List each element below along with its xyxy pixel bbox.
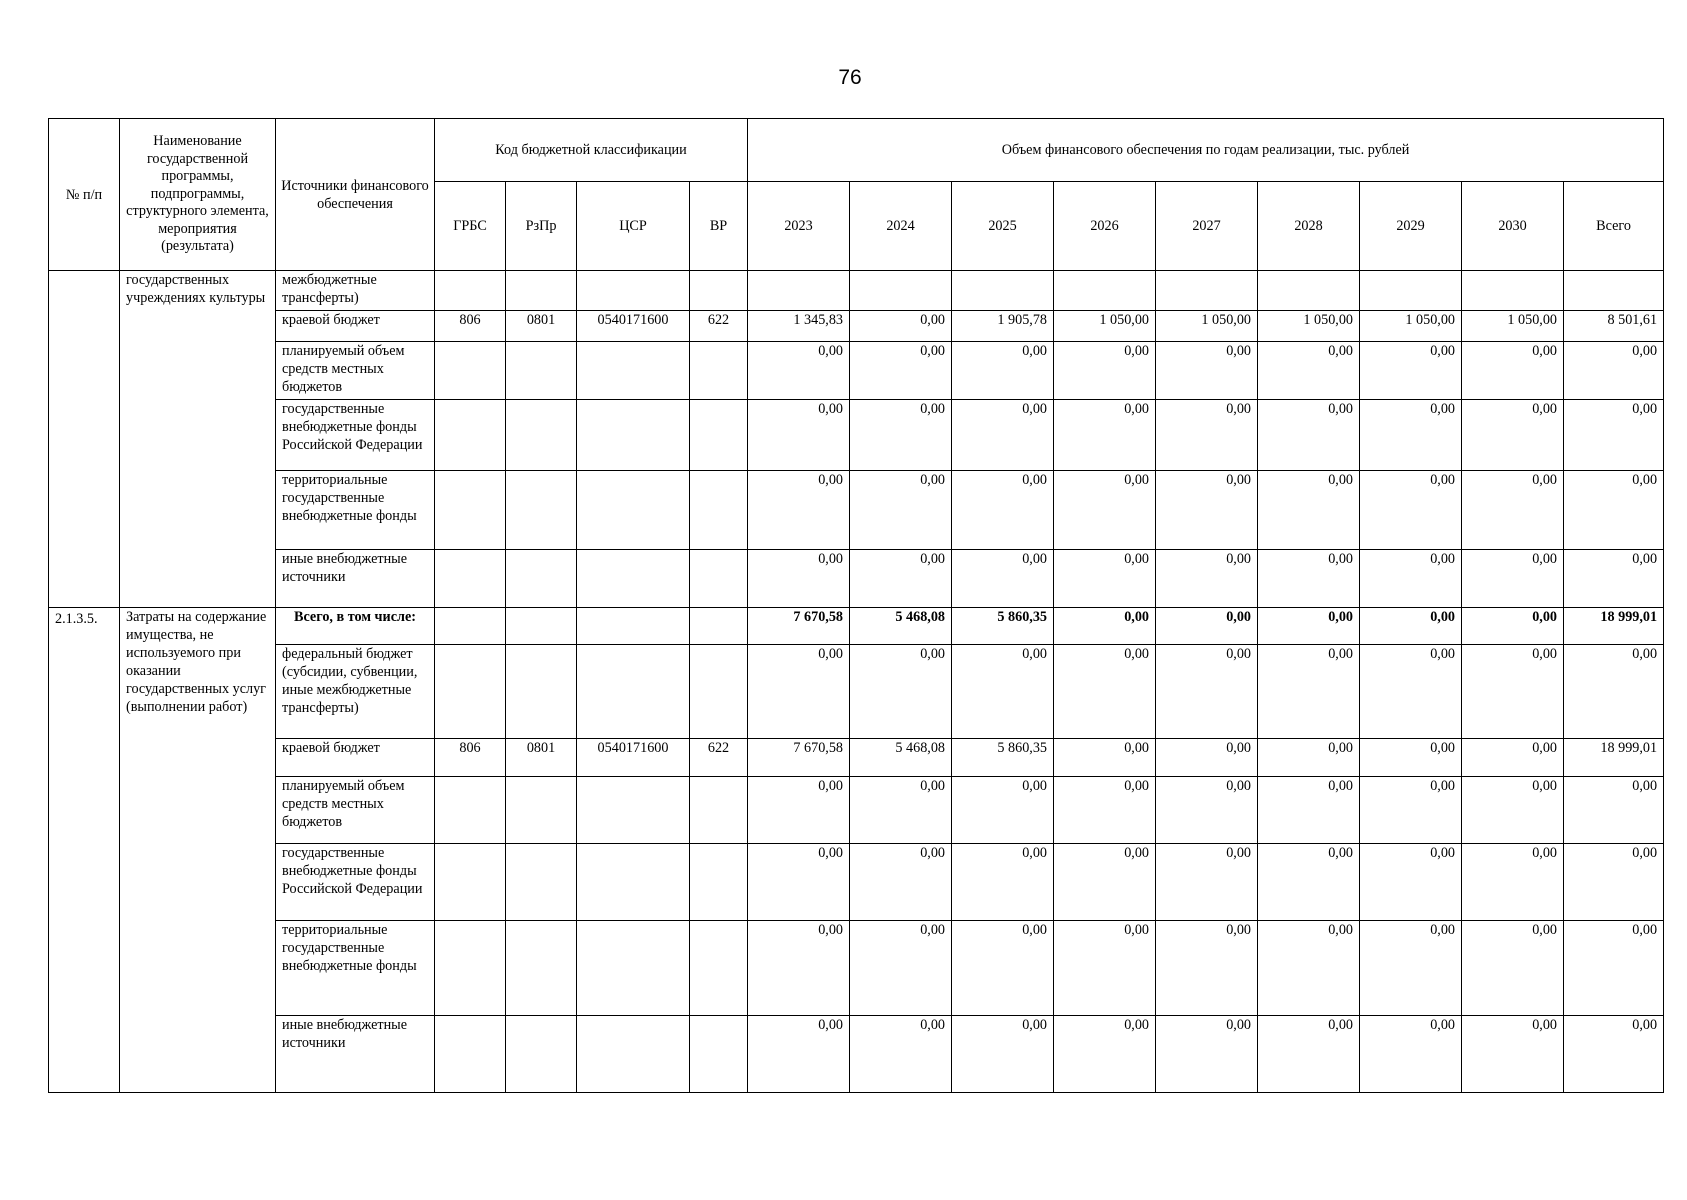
value-cell: 0,00 (1258, 844, 1360, 921)
value-cell: 0,00 (1564, 400, 1664, 471)
value-cell: 0,00 (1564, 844, 1664, 921)
code-cell (690, 550, 748, 608)
value-cell: 1 905,78 (952, 311, 1054, 342)
source-cell: краевой бюджет (276, 311, 435, 342)
value-cell: 0,00 (1360, 400, 1462, 471)
table-row (49, 311, 1664, 342)
value-cell: 0,00 (1054, 342, 1156, 400)
value-cell: 0,00 (1156, 844, 1258, 921)
code-cell (435, 1016, 506, 1093)
header-year-col: Всего (1564, 182, 1664, 271)
code-cell: 622 (690, 311, 748, 342)
value-cell: 0,00 (1156, 645, 1258, 739)
value-cell: 0,00 (1462, 777, 1564, 844)
value-cell: 0,00 (1156, 550, 1258, 608)
table-row (49, 550, 1664, 608)
code-cell (506, 844, 577, 921)
code-cell (435, 271, 506, 311)
header-year-col: 2023 (748, 182, 850, 271)
header-code-col: ЦСР (577, 182, 690, 271)
source-cell: территориальные государственные внебюджетные фонды (276, 471, 435, 550)
value-cell: 0,00 (850, 550, 952, 608)
value-cell: 0,00 (1564, 645, 1664, 739)
value-cell: 0,00 (1258, 1016, 1360, 1093)
value-cell: 0,00 (952, 844, 1054, 921)
value-cell: 0,00 (850, 645, 952, 739)
value-cell: 5 468,08 (850, 608, 952, 645)
header-year-col: 2024 (850, 182, 952, 271)
code-cell (577, 471, 690, 550)
source-cell: федеральный бюджет (субсидии, субвенции, иные межбюджетные трансферты) (276, 645, 435, 739)
value-cell: 0,00 (850, 400, 952, 471)
source-cell: государственные внебюджетные фонды Российской Федерации (276, 400, 435, 471)
item-name-cell: государственных учреждениях культуры (120, 271, 276, 608)
code-cell (577, 921, 690, 1016)
value-cell: 5 860,35 (952, 608, 1054, 645)
code-cell (577, 342, 690, 400)
value-cell: 0,00 (952, 1016, 1054, 1093)
value-cell: 0,00 (952, 645, 1054, 739)
value-cell (1462, 271, 1564, 311)
value-cell: 0,00 (1156, 471, 1258, 550)
table-row (49, 844, 1664, 921)
code-cell (435, 471, 506, 550)
code-cell (506, 645, 577, 739)
code-cell (690, 471, 748, 550)
value-cell: 0,00 (850, 921, 952, 1016)
value-cell: 0,00 (1462, 645, 1564, 739)
value-cell: 0,00 (850, 777, 952, 844)
value-cell: 0,00 (1054, 777, 1156, 844)
value-cell: 0,00 (850, 342, 952, 400)
code-cell (506, 400, 577, 471)
value-cell: 0,00 (1054, 471, 1156, 550)
value-cell: 0,00 (1258, 739, 1360, 777)
header-code-group: Код бюджетной классификации (435, 119, 748, 182)
code-cell: 806 (435, 739, 506, 777)
table-row (49, 739, 1664, 777)
value-cell (748, 271, 850, 311)
table-body (49, 271, 1664, 1093)
value-cell: 0,00 (850, 1016, 952, 1093)
value-cell: 0,00 (748, 471, 850, 550)
value-cell: 5 860,35 (952, 739, 1054, 777)
header-year-col: 2028 (1258, 182, 1360, 271)
code-cell: 0540171600 (577, 739, 690, 777)
value-cell: 0,00 (1360, 550, 1462, 608)
value-cell: 0,00 (1462, 342, 1564, 400)
code-cell (690, 777, 748, 844)
source-cell: иные внебюджетные источники (276, 1016, 435, 1093)
value-cell: 0,00 (1156, 608, 1258, 645)
value-cell: 0,00 (1360, 645, 1462, 739)
value-cell: 0,00 (1360, 739, 1462, 777)
source-cell: планируемый объем средств местных бюджетов (276, 777, 435, 844)
table-row (49, 400, 1664, 471)
value-cell: 8 501,61 (1564, 311, 1664, 342)
code-cell: 0801 (506, 739, 577, 777)
code-cell (577, 550, 690, 608)
value-cell: 0,00 (1258, 342, 1360, 400)
value-cell: 18 999,01 (1564, 739, 1664, 777)
code-cell (435, 921, 506, 1016)
value-cell: 0,00 (1054, 550, 1156, 608)
header-year-col: 2025 (952, 182, 1054, 271)
header-year-col: 2029 (1360, 182, 1462, 271)
table-row (49, 1016, 1664, 1093)
value-cell: 1 050,00 (1156, 311, 1258, 342)
value-cell: 0,00 (1258, 608, 1360, 645)
code-cell (690, 400, 748, 471)
code-cell (435, 342, 506, 400)
source-cell: территориальные государственные внебюджетные фонды (276, 921, 435, 1016)
row-num-cell (49, 271, 120, 608)
value-cell: 0,00 (850, 844, 952, 921)
table-row (49, 645, 1664, 739)
code-cell (690, 921, 748, 1016)
value-cell: 0,00 (1258, 400, 1360, 471)
code-cell (435, 550, 506, 608)
code-cell (577, 1016, 690, 1093)
value-cell (1258, 271, 1360, 311)
code-cell (506, 921, 577, 1016)
code-cell: 806 (435, 311, 506, 342)
value-cell: 0,00 (952, 342, 1054, 400)
table-row (49, 471, 1664, 550)
value-cell (1564, 271, 1664, 311)
value-cell: 0,00 (850, 471, 952, 550)
value-cell: 0,00 (1564, 921, 1664, 1016)
value-cell: 0,00 (1156, 739, 1258, 777)
header-name: Наименование государственной программы, подпрограммы, структурного элемента, мероприятия (результата) (120, 119, 276, 271)
value-cell: 0,00 (952, 921, 1054, 1016)
code-cell (506, 271, 577, 311)
table-row (49, 777, 1664, 844)
code-cell (577, 608, 690, 645)
value-cell: 0,00 (952, 777, 1054, 844)
value-cell: 0,00 (1462, 550, 1564, 608)
value-cell: 0,00 (1564, 777, 1664, 844)
code-cell (690, 608, 748, 645)
source-cell: межбюджетные трансферты) (276, 271, 435, 311)
value-cell: 0,00 (1054, 645, 1156, 739)
code-cell (690, 645, 748, 739)
code-cell (435, 400, 506, 471)
header-volume-group: Объем финансового обеспечения по годам реализации, тыс. рублей (748, 119, 1664, 182)
value-cell: 0,00 (748, 921, 850, 1016)
code-cell (435, 608, 506, 645)
value-cell: 1 050,00 (1462, 311, 1564, 342)
value-cell: 0,00 (1258, 645, 1360, 739)
value-cell: 0,00 (1156, 342, 1258, 400)
value-cell: 0,00 (1564, 550, 1664, 608)
code-cell (506, 342, 577, 400)
header-source: Источники финансового обеспечения (276, 119, 435, 271)
header-year-col: 2030 (1462, 182, 1564, 271)
value-cell: 0,00 (1360, 921, 1462, 1016)
value-cell: 7 670,58 (748, 739, 850, 777)
value-cell: 0,00 (1054, 400, 1156, 471)
value-cell: 0,00 (748, 550, 850, 608)
value-cell: 0,00 (748, 777, 850, 844)
table-row (49, 271, 1664, 311)
value-cell: 0,00 (748, 400, 850, 471)
source-cell: Всего, в том числе: (276, 608, 435, 645)
source-cell: государственные внебюджетные фонды Российской Федерации (276, 844, 435, 921)
value-cell: 0,00 (1360, 777, 1462, 844)
value-cell: 0,00 (1462, 921, 1564, 1016)
header-year-col: 2026 (1054, 182, 1156, 271)
value-cell: 0,00 (1054, 844, 1156, 921)
value-cell: 0,00 (1258, 471, 1360, 550)
code-cell (690, 342, 748, 400)
value-cell: 0,00 (748, 1016, 850, 1093)
code-cell (506, 777, 577, 844)
value-cell: 0,00 (748, 645, 850, 739)
value-cell: 0,00 (1564, 1016, 1664, 1093)
value-cell (952, 271, 1054, 311)
value-cell: 0,00 (1156, 400, 1258, 471)
code-cell (577, 645, 690, 739)
value-cell: 1 050,00 (1360, 311, 1462, 342)
value-cell: 18 999,01 (1564, 608, 1664, 645)
value-cell: 0,00 (1462, 608, 1564, 645)
source-cell: краевой бюджет (276, 739, 435, 777)
value-cell: 0,00 (1360, 342, 1462, 400)
value-cell: 0,00 (1462, 844, 1564, 921)
code-cell (577, 777, 690, 844)
item-name-cell: Затраты на содержание имущества, не используемого при оказании государственных услуг (выполнении работ) (120, 608, 276, 1093)
code-cell (506, 608, 577, 645)
header-year-col: 2027 (1156, 182, 1258, 271)
page-number: 76 (838, 66, 862, 89)
table-header (49, 119, 1664, 271)
budget-table (48, 118, 1664, 1093)
value-cell: 0,00 (952, 400, 1054, 471)
value-cell: 0,00 (1156, 1016, 1258, 1093)
value-cell: 0,00 (1258, 921, 1360, 1016)
value-cell: 7 670,58 (748, 608, 850, 645)
code-cell (690, 844, 748, 921)
value-cell: 0,00 (1564, 342, 1664, 400)
value-cell: 0,00 (1360, 844, 1462, 921)
value-cell (1360, 271, 1462, 311)
code-cell (577, 271, 690, 311)
header-code-col: ВР (690, 182, 748, 271)
value-cell: 0,00 (1258, 777, 1360, 844)
header-num: № п/п (49, 119, 120, 271)
value-cell: 0,00 (1462, 739, 1564, 777)
code-cell (690, 1016, 748, 1093)
value-cell: 0,00 (1360, 608, 1462, 645)
code-cell (435, 645, 506, 739)
table-row (49, 342, 1664, 400)
code-cell: 622 (690, 739, 748, 777)
value-cell (1156, 271, 1258, 311)
code-cell: 0540171600 (577, 311, 690, 342)
value-cell: 0,00 (1258, 550, 1360, 608)
header-code-col: РзПр (506, 182, 577, 271)
value-cell: 0,00 (1054, 608, 1156, 645)
code-cell (577, 400, 690, 471)
value-cell: 0,00 (1054, 921, 1156, 1016)
value-cell (1054, 271, 1156, 311)
code-cell (435, 777, 506, 844)
code-cell (506, 550, 577, 608)
source-cell: иные внебюджетные источники (276, 550, 435, 608)
value-cell: 0,00 (748, 844, 850, 921)
header-code-col: ГРБС (435, 182, 506, 271)
value-cell: 1 050,00 (1258, 311, 1360, 342)
source-cell: планируемый объем средств местных бюджетов (276, 342, 435, 400)
table-row (49, 608, 1664, 645)
code-cell (690, 271, 748, 311)
value-cell: 0,00 (1156, 777, 1258, 844)
value-cell: 1 345,83 (748, 311, 850, 342)
row-num-cell: 2.1.3.5. (49, 608, 120, 1093)
code-cell (577, 844, 690, 921)
table-row (49, 921, 1664, 1016)
code-cell (435, 844, 506, 921)
code-cell (506, 471, 577, 550)
value-cell: 0,00 (1462, 471, 1564, 550)
value-cell: 0,00 (1360, 471, 1462, 550)
value-cell: 0,00 (1360, 1016, 1462, 1093)
value-cell (850, 271, 952, 311)
value-cell: 0,00 (1462, 1016, 1564, 1093)
value-cell: 0,00 (1156, 921, 1258, 1016)
value-cell: 0,00 (952, 550, 1054, 608)
code-cell (506, 1016, 577, 1093)
code-cell: 0801 (506, 311, 577, 342)
value-cell: 0,00 (1564, 471, 1664, 550)
value-cell: 0,00 (1054, 739, 1156, 777)
value-cell: 0,00 (748, 342, 850, 400)
value-cell: 1 050,00 (1054, 311, 1156, 342)
value-cell: 5 468,08 (850, 739, 952, 777)
value-cell: 0,00 (952, 471, 1054, 550)
value-cell: 0,00 (850, 311, 952, 342)
value-cell: 0,00 (1462, 400, 1564, 471)
value-cell: 0,00 (1054, 1016, 1156, 1093)
